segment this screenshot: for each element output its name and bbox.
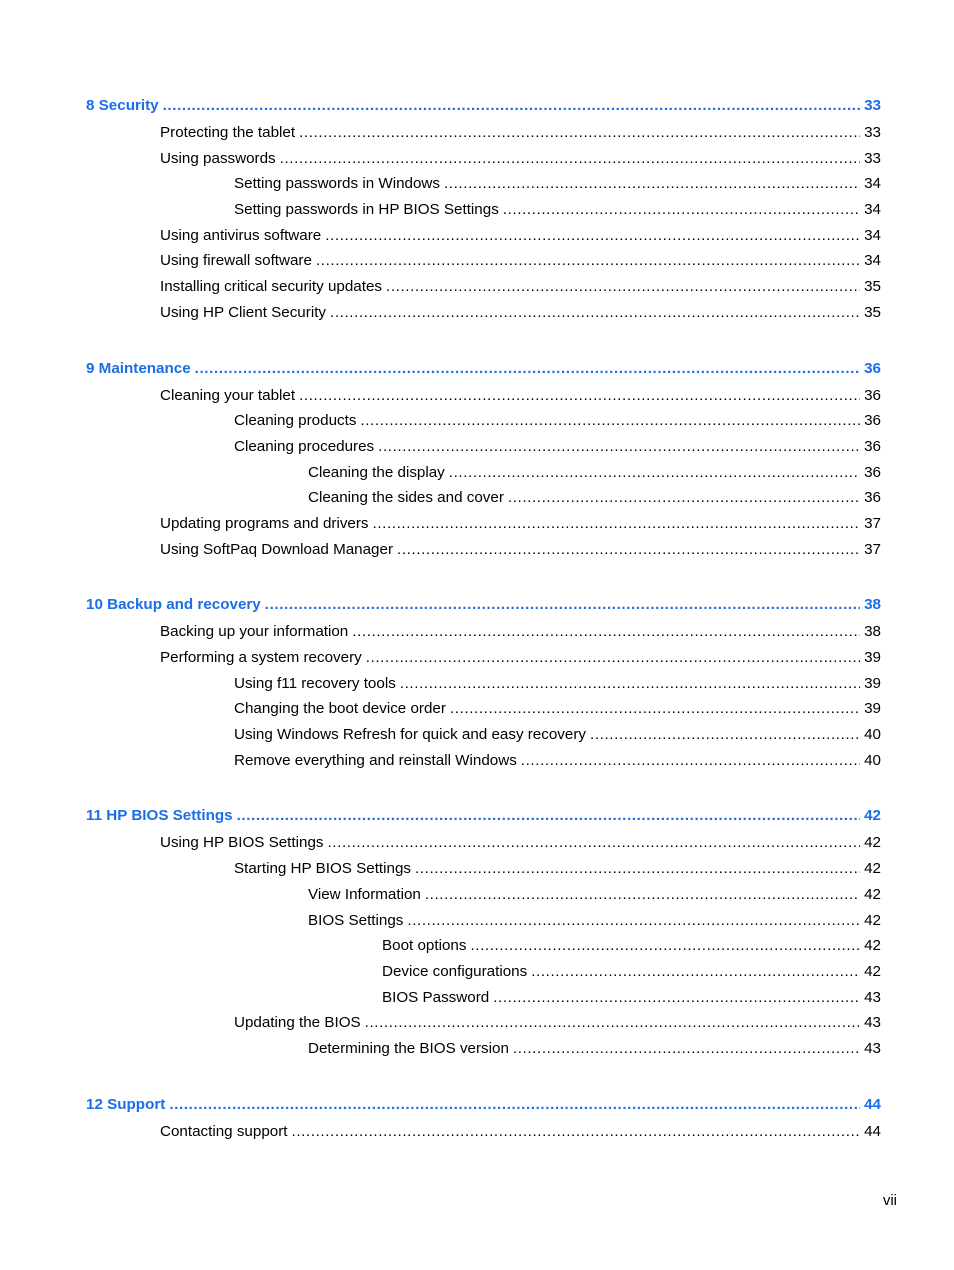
toc-chapter-section [86,358,881,565]
dot-leader [444,173,860,195]
dot-leader [299,385,860,407]
dot-leader [425,884,860,906]
toc-entry-link[interactable] [86,462,881,488]
dot-leader [386,276,860,298]
toc-entry-link-page-number: 44 [864,1122,881,1140]
toc-entry-link[interactable] [86,148,881,174]
page-number: vii [882,1192,897,1209]
dot-leader [378,436,860,458]
toc-entry-link[interactable] [86,910,881,936]
toc-entry-link[interactable] [86,961,881,987]
toc-chapter-section [86,594,881,775]
toc-entry-link[interactable] [86,832,881,858]
toc-entry-link-label: Cleaning the display [308,463,445,481]
toc-entry-link-page-number: 35 [864,278,881,296]
dot-leader [360,410,860,432]
dot-leader [330,302,860,324]
toc-entry-link-page-number: 42 [864,962,881,980]
toc-entry-link-page-number: 43 [864,1039,881,1057]
toc-entry-link-page-number: 39 [864,649,881,666]
dot-leader [513,1038,860,1060]
toc-entry-link-label: Device configurations [382,962,528,980]
toc-entry-link-label: Installing critical security updates [160,278,383,296]
toc-entry-link[interactable] [86,750,881,776]
dot-leader [373,513,861,535]
table-of-contents [86,95,881,1146]
toc-entry-link[interactable] [86,513,881,539]
toc-entry-link[interactable] [86,698,881,724]
toc-entry-link-label: Cleaning procedures [234,437,375,455]
toc-entry-link-label: Setting passwords in Windows [234,175,440,193]
dot-leader [237,805,861,827]
toc-entry-link-page-number: 42 [864,937,881,955]
toc-chapter-link-page-number: 36 [864,359,881,377]
toc-entry-link[interactable] [86,410,881,436]
toc-entry-link-page-number: 43 [864,988,881,1006]
dot-leader [316,250,860,272]
toc-entry-link-page-number: 36 [864,386,881,404]
toc-entry-link[interactable] [86,724,881,750]
toc-entry-link[interactable] [86,122,881,148]
toc-chapter-link-label: 8 Security [86,97,159,114]
toc-entry-link-label: Cleaning products [234,412,357,430]
toc-entry-link-page-number: 36 [864,489,881,507]
toc-entry-link[interactable] [86,1038,881,1064]
toc-chapter-link[interactable] [86,594,881,621]
dot-leader [508,487,860,509]
toc-chapter-link-page-number: 42 [864,807,881,825]
toc-chapter-section [86,1094,881,1147]
toc-entry-link-label: Using HP Client Security [160,303,327,321]
toc-entry-link-label: View Information [308,885,421,903]
toc-entry-link-page-number: 42 [864,860,881,878]
dot-leader [407,910,860,932]
toc-entry-link-label: BIOS Password [382,988,490,1006]
toc-entry-link-page-number: 40 [864,726,881,744]
dot-leader [415,858,860,880]
toc-entry-link-page-number: 34 [864,175,881,193]
toc-chapter-section [86,95,881,328]
dot-leader [299,122,860,144]
toc-entry-link-page-number: 40 [864,751,881,769]
toc-chapter-link-label: 9 Maintenance [86,359,191,377]
toc-chapter-link-label: 10 Backup and recovery [86,596,261,614]
toc-entry-link-label: Updating the BIOS [234,1014,361,1032]
dot-leader [521,750,860,772]
toc-entry-link-label: Using SoftPaq Download Manager [160,540,394,558]
toc-entry-link-label: Remove everything and reinstall Windows [234,751,517,769]
toc-entry-link-page-number: 36 [864,463,881,481]
toc-entry-link[interactable] [86,199,881,225]
dot-leader [366,647,860,669]
dot-leader [325,225,860,247]
toc-chapter-link-page-number: 38 [864,596,881,614]
toc-entry-link[interactable] [86,225,881,251]
dot-leader [493,987,860,1009]
dot-leader [292,1121,861,1143]
toc-chapter-link-label: 11 HP BIOS Settings [86,807,233,825]
dot-leader [531,961,860,983]
toc-entry-link-label: Backing up your information [160,623,349,641]
toc-entry-link-label: Using Windows Refresh for quick and easy recovery [234,726,586,744]
toc-entry-link-label: Using firewall software [160,252,312,270]
dot-leader [169,1094,860,1116]
dot-leader [327,832,860,854]
dot-leader [450,698,860,720]
toc-entry-link-page-number: 42 [864,834,881,852]
toc-chapter-link[interactable] [86,805,881,832]
toc-entry-link[interactable] [86,276,881,302]
toc-entry-link-page-number: 42 [864,911,881,929]
dot-leader [449,462,860,484]
toc-chapter-section [86,805,881,1063]
toc-entry-link-page-number: 37 [864,514,881,532]
dot-leader [195,358,860,380]
dot-leader [590,724,860,746]
dot-leader [470,935,860,957]
toc-entry-link[interactable] [86,884,881,910]
toc-entry-link[interactable] [86,436,881,462]
toc-entry-link-page-number: 37 [864,540,881,558]
toc-entry-link[interactable] [86,858,881,884]
toc-entry-link-page-number: 33 [864,124,881,141]
toc-chapter-link-page-number: 33 [864,97,881,114]
toc-entry-link[interactable] [86,539,881,565]
dot-leader [365,1012,860,1034]
dot-leader [280,148,860,170]
toc-entry-link-page-number: 35 [864,303,881,321]
toc-entry-link-label: Using passwords [160,149,276,167]
toc-entry-link[interactable] [86,621,881,647]
toc-entry-link-label: Determining the BIOS version [308,1039,509,1057]
toc-entry-link-page-number: 39 [864,700,881,718]
toc-entry-link-label: Changing the boot device order [234,700,446,718]
toc-entry-link[interactable] [86,302,881,328]
toc-chapter-link-label: 12 Support [86,1095,166,1113]
dot-leader [352,621,860,643]
toc-entry-link-page-number: 34 [864,252,881,270]
toc-entry-link-label: Performing a system recovery [160,649,362,666]
toc-entry-link-page-number: 42 [864,885,881,903]
toc-entry-link[interactable] [86,487,881,513]
toc-entry-link-label: Starting HP BIOS Settings [234,860,411,878]
toc-entry-link[interactable] [86,250,881,276]
toc-entry-link-label: Cleaning your tablet [160,386,296,404]
toc-entry-link-label: Protecting the tablet [160,124,296,141]
toc-entry-link-label: Cleaning the sides and cover [308,489,504,507]
toc-entry-link[interactable] [86,647,881,673]
toc-chapter-link[interactable] [86,358,881,385]
toc-entry-link-page-number: 36 [864,412,881,430]
toc-entry-link[interactable] [86,673,881,699]
toc-entry-link-label: Updating programs and drivers [160,514,369,532]
toc-entry-link[interactable] [86,1121,881,1147]
toc-entry-link-label: Boot options [382,937,467,955]
dot-leader [503,199,860,221]
toc-entry-link-label: Using antivirus software [160,226,322,244]
toc-entry-link-page-number: 34 [864,201,881,219]
toc-entry-link-label: Setting passwords in HP BIOS Settings [234,201,499,219]
toc-chapter-link[interactable] [86,95,881,122]
toc-entry-link-page-number: 39 [864,674,881,692]
toc-entry-link-label: Contacting support [160,1122,288,1140]
toc-entry-link-page-number: 34 [864,226,881,244]
toc-entry-link-label: BIOS Settings [308,911,404,929]
toc-entry-link-page-number: 38 [864,623,881,641]
dot-leader [265,594,860,616]
toc-entry-link[interactable] [86,1012,881,1038]
toc-entry-link-label: Using HP BIOS Settings [160,834,324,852]
toc-entry-link[interactable] [86,173,881,199]
toc-entry-link[interactable] [86,385,881,411]
toc-entry-link[interactable] [86,935,881,961]
toc-entry-link[interactable] [86,987,881,1013]
toc-entry-link-page-number: 33 [864,149,881,167]
toc-chapter-link-page-number: 44 [864,1095,881,1113]
dot-leader [400,673,860,695]
toc-entry-link-page-number: 43 [864,1014,881,1032]
toc-chapter-link[interactable] [86,1094,881,1121]
dot-leader [163,95,860,117]
dot-leader [397,539,860,561]
toc-entry-link-label: Using f11 recovery tools [234,674,396,692]
toc-entry-link-page-number: 36 [864,437,881,455]
